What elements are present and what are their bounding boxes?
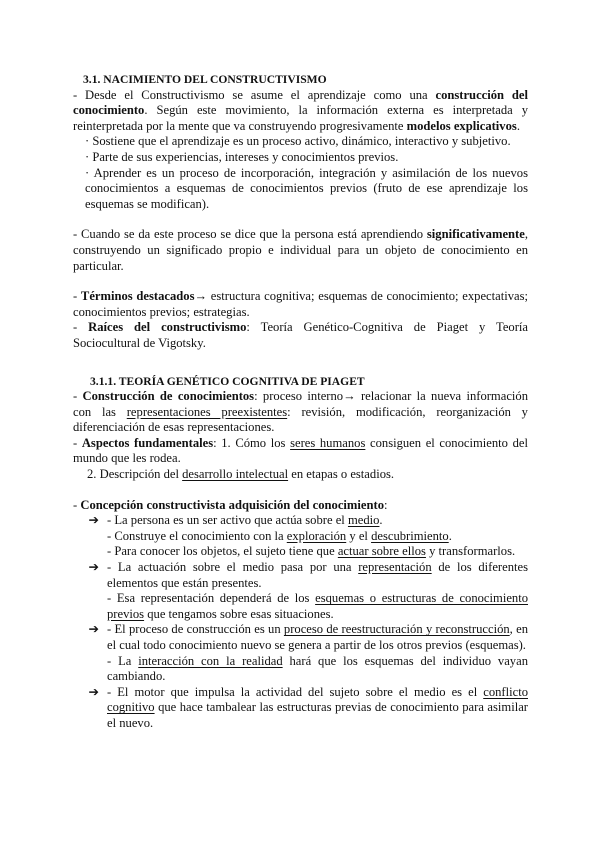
text: - Construye el conocimiento con la [107, 528, 287, 543]
text: - La [107, 653, 139, 668]
arrow-list [73, 513, 528, 731]
arrow-subitem-text [73, 591, 528, 622]
paragraph-key-terms [73, 289, 528, 320]
arrow-subitem-text [73, 544, 528, 560]
text: . [516, 118, 520, 133]
bold-term: construcción del conocimiento [73, 87, 528, 118]
underlined-term: seres humanos [290, 435, 366, 450]
underlined-term: representación [358, 560, 432, 575]
text: - La actuación sobre el medio pasa por una [107, 560, 359, 575]
arrow-item-text [107, 513, 528, 529]
text: → estructura cognitiva; esquemas de conocimiento; expectativas; conocimientos previos; estrategias. [73, 289, 529, 319]
text: y transformarlos. [425, 544, 516, 559]
text: : 1. Cómo los [213, 435, 291, 450]
text: : revisión, modificación, reorganización y diferenciación de esas representaciones. [73, 404, 528, 435]
text: en etapas o estadios. [288, 467, 395, 482]
paragraph-fundamental-aspect-2 [73, 467, 528, 483]
arrow-list-item [73, 560, 528, 591]
underlined-term: esquemas o estructuras de conocimiento previos [107, 591, 529, 621]
text: - Cuando se da este proceso se dice que la persona está aprendiendo [73, 227, 427, 242]
paragraph-knowledge-construction [73, 389, 528, 436]
text: - [73, 289, 81, 304]
arrow-subitem-text [73, 654, 528, 685]
underlined-term: actuar sobre ellos [337, 544, 426, 559]
underlined-term: medio [347, 513, 380, 528]
bullet-item: · Parte de sus experiencias, intereses y conocimientos previos. [85, 149, 399, 164]
subsection-heading: 3.1.1. TEORÍA GENÉTICO COGNITIVA DE PIAGET [90, 374, 365, 388]
arrow-subitem-text [73, 529, 528, 545]
arrow-item-text [107, 685, 528, 732]
paragraph-roots [73, 320, 528, 351]
text: - Esa representación dependerá de los [107, 591, 316, 606]
arrow-bullet-icon: ➔ [88, 560, 99, 575]
arrow-item-text [107, 560, 528, 591]
section-heading: 3.1. NACIMIENTO DEL CONSTRUCTIVISMO [83, 73, 327, 86]
underlined-term: proceso de reestructuración y reconstrucción [283, 622, 510, 637]
underlined-term: exploración [286, 528, 347, 543]
bullet-item: · Aprender es un proceso de incorporación, integración y asimilación de los nuevos conocimientos a esquemas de conocimientos previos (fruto de ese aprendizaje los esquemas se modifican). [85, 165, 528, 211]
underlined-term: conflicto cognitivo [107, 684, 528, 715]
bold-term: Raíces del constructivismo [88, 320, 247, 335]
arrow-bullet-icon: ➔ [88, 622, 99, 637]
text: que tengamos sobre esas situaciones. [144, 606, 334, 621]
text: 2. Descripción del [87, 467, 183, 482]
bold-term: Construcción de conocimientos [82, 389, 255, 404]
arrow-bullet-icon: ➔ [88, 513, 99, 528]
bold-term: Concepción constructivista adquisición del conocimiento [80, 497, 384, 512]
text: - [73, 320, 89, 335]
arrow-list-item [73, 685, 528, 732]
text: - La persona es un ser activo que actúa sobre el [107, 513, 348, 528]
text: , en el cual todo conocimiento nuevo se genera a partir de los otros previos (esquemas). [107, 622, 528, 652]
arrow-list-item [73, 622, 528, 653]
paragraph-constructivism-intro [73, 88, 528, 135]
document-page [73, 72, 528, 732]
text: que hace tambalear las estructuras previas de conocimiento para asimilar el nuevo. [107, 700, 528, 730]
text: - [73, 389, 83, 404]
text: - [73, 435, 82, 450]
text: - El motor que impulsa la actividad del sujeto sobre el medio es el [107, 684, 484, 699]
bold-term: modelos explicativos [406, 118, 517, 133]
text: : [384, 497, 388, 512]
text: . [379, 513, 383, 528]
text: consiguen el conocimiento del mundo que les rodea. [73, 435, 528, 466]
bold-term: Aspectos fundamentales [81, 435, 214, 450]
text: y el [346, 528, 372, 543]
underlined-term: representaciones preexistentes [126, 404, 288, 419]
text: : Teoría Genético-Cognitiva de Piaget y Teoría Sociocultural de Vigotsky. [73, 320, 529, 350]
text: - Para conocer los objetos, el sujeto tiene que [107, 544, 338, 559]
text: de los diferentes elementos que están presentes. [107, 560, 528, 590]
arrow-list-item [73, 513, 528, 529]
underlined-term: interacción con la realidad [138, 653, 283, 668]
underlined-term: descubrimiento [371, 528, 449, 543]
arrow-bullet-icon: ➔ [88, 684, 99, 699]
text: , construyendo un significado propio e individual para un objeto de conocimiento en particular. [73, 227, 528, 273]
arrow-item-text [107, 622, 528, 653]
bullet-item: · Sostiene que el aprendizaje es un proceso activo, dinámico, interactivo y subjetivo. [85, 134, 511, 149]
bold-term: Términos destacados [80, 289, 195, 304]
text: - [73, 497, 81, 512]
underlined-term: desarrollo intelectual [182, 467, 289, 482]
text: - Desde el Constructivismo se asume el aprendizaje como una [73, 87, 436, 102]
text: - El proceso de construcción es un [107, 622, 284, 637]
bold-term: significativamente [426, 227, 525, 242]
text: . [448, 528, 452, 543]
text: . Según este movimiento, la información externa es interpretada y reinterpretada por la mente que va construyendo progresivamente [73, 103, 528, 133]
paragraph-constructivist-conception [73, 498, 528, 514]
text: hará que los esquemas del individuo vayan cambiando. [107, 653, 528, 684]
paragraph-fundamental-aspects [73, 436, 528, 467]
text: : proceso interno→ relacionar la nueva información con las [73, 389, 529, 419]
paragraph-significant-learning [73, 227, 528, 274]
